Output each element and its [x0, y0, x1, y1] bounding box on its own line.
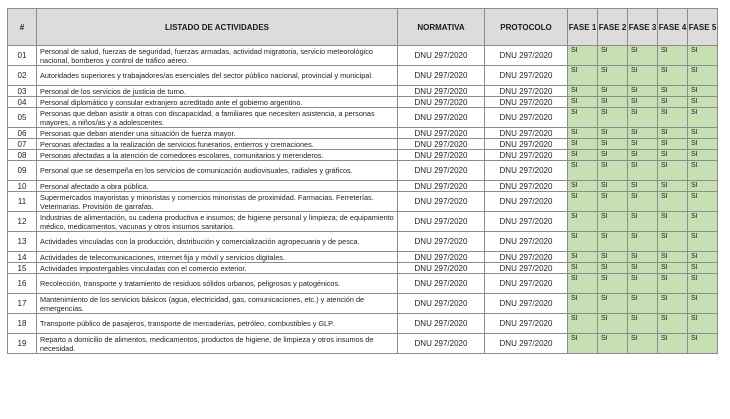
row-number: 17 [8, 294, 37, 314]
fase-5-cell: SI [688, 66, 718, 86]
fase-3-cell: SI [628, 252, 658, 263]
fase-5-cell: SI [688, 263, 718, 274]
protocolo-cell: DNU 297/2020 [485, 263, 568, 274]
normativa-cell: DNU 297/2020 [398, 232, 485, 252]
fase-1-cell: SI [568, 161, 598, 181]
fase-5-cell: SI [688, 97, 718, 108]
fase-3-cell: SI [628, 212, 658, 232]
fase-5-cell: SI [688, 161, 718, 181]
fase-5-cell: SI [688, 86, 718, 97]
fase-3-cell: SI [628, 108, 658, 128]
row-number: 04 [8, 97, 37, 108]
protocolo-cell: DNU 297/2020 [485, 97, 568, 108]
fase-2-cell: SI [598, 86, 628, 97]
fase-2-cell: SI [598, 128, 628, 139]
activity-description: Mantenimiento de los servicios básicos (agua, electricidad, gas, comunicaciones, etc.) y atención de emergencias. [37, 294, 398, 314]
fase-2-cell: SI [598, 161, 628, 181]
normativa-cell: DNU 297/2020 [398, 150, 485, 161]
fase-1-cell: SI [568, 274, 598, 294]
activity-description: Personas afectadas a la atención de comedores escolares, comunitarios y merenderos. [37, 150, 398, 161]
protocolo-cell: DNU 297/2020 [485, 150, 568, 161]
table-row [8, 294, 718, 314]
normativa-cell: DNU 297/2020 [398, 192, 485, 212]
header-protocolo: PROTOCOLO [485, 9, 568, 46]
fase-1-cell: SI [568, 128, 598, 139]
fase-2-cell: SI [598, 252, 628, 263]
normativa-cell: DNU 297/2020 [398, 212, 485, 232]
row-number: 08 [8, 150, 37, 161]
protocolo-cell: DNU 297/2020 [485, 212, 568, 232]
fase-3-cell: SI [628, 314, 658, 334]
row-number: 12 [8, 212, 37, 232]
normativa-cell: DNU 297/2020 [398, 86, 485, 97]
table-row [8, 86, 718, 97]
fase-4-cell: SI [658, 181, 688, 192]
fase-3-cell: SI [628, 263, 658, 274]
table-row [8, 139, 718, 150]
row-number: 09 [8, 161, 37, 181]
fase-2-cell: SI [598, 232, 628, 252]
fase-1-cell: SI [568, 181, 598, 192]
fase-2-cell: SI [598, 212, 628, 232]
normativa-cell: DNU 297/2020 [398, 97, 485, 108]
activity-description: Actividades de telecomunicaciones, internet fija y móvil y servicios digitales. [37, 252, 398, 263]
fase-4-cell: SI [658, 263, 688, 274]
fase-2-cell: SI [598, 334, 628, 354]
table-row [8, 161, 718, 181]
activities-table-container [7, 8, 718, 354]
table-row [8, 192, 718, 212]
row-number: 15 [8, 263, 37, 274]
activity-description: Industrias de alimentación, su cadena productiva e insumos; de higiene personal y limpieza; de equipamiento médico, medicamentos, vacunas y otros insumos sanitarios. [37, 212, 398, 232]
header-normativa: NORMATIVA [398, 9, 485, 46]
fase-1-cell: SI [568, 66, 598, 86]
fase-3-cell: SI [628, 232, 658, 252]
activity-description: Personal que se desempeña en los servicios de comunicación audiovisuales, radiales y gráficos. [37, 161, 398, 181]
fase-5-cell: SI [688, 252, 718, 263]
protocolo-cell: DNU 297/2020 [485, 294, 568, 314]
row-number: 18 [8, 314, 37, 334]
fase-1-cell: SI [568, 294, 598, 314]
table-row [8, 181, 718, 192]
activity-description: Personal de salud, fuerzas de seguridad, fuerzas armadas, actividad migratoria, servicio meteorológico nacional, bomberos y control de tráfico aéreo. [37, 46, 398, 66]
fase-3-cell: SI [628, 128, 658, 139]
fase-2-cell: SI [598, 139, 628, 150]
fase-3-cell: SI [628, 274, 658, 294]
fase-3-cell: SI [628, 334, 658, 354]
row-number: 10 [8, 181, 37, 192]
fase-1-cell: SI [568, 232, 598, 252]
table-row [8, 108, 718, 128]
normativa-cell: DNU 297/2020 [398, 181, 485, 192]
fase-2-cell: SI [598, 66, 628, 86]
fase-1-cell: SI [568, 139, 598, 150]
header-fase-3: FASE 3 [628, 9, 658, 46]
normativa-cell: DNU 297/2020 [398, 46, 485, 66]
header-fase-1: FASE 1 [568, 9, 598, 46]
fase-1-cell: SI [568, 108, 598, 128]
fase-4-cell: SI [658, 66, 688, 86]
fase-2-cell: SI [598, 97, 628, 108]
table-row [8, 128, 718, 139]
table-row [8, 232, 718, 252]
protocolo-cell: DNU 297/2020 [485, 86, 568, 97]
activity-description: Personas que deban atender una situación de fuerza mayor. [37, 128, 398, 139]
fase-5-cell: SI [688, 294, 718, 314]
protocolo-cell: DNU 297/2020 [485, 314, 568, 334]
activity-description: Personal de los servicios de justicia de turno. [37, 86, 398, 97]
normativa-cell: DNU 297/2020 [398, 294, 485, 314]
fase-4-cell: SI [658, 212, 688, 232]
fase-1-cell: SI [568, 252, 598, 263]
protocolo-cell: DNU 297/2020 [485, 192, 568, 212]
fase-3-cell: SI [628, 46, 658, 66]
fase-5-cell: SI [688, 46, 718, 66]
row-number: 02 [8, 66, 37, 86]
fase-1-cell: SI [568, 86, 598, 97]
row-number: 01 [8, 46, 37, 66]
fase-3-cell: SI [628, 97, 658, 108]
fase-4-cell: SI [658, 334, 688, 354]
fase-2-cell: SI [598, 181, 628, 192]
fase-2-cell: SI [598, 150, 628, 161]
fase-4-cell: SI [658, 97, 688, 108]
activity-description: Recolección, transporte y tratamiento de residuos sólidos urbanos, peligrosos y patogénicos. [37, 274, 398, 294]
fase-1-cell: SI [568, 314, 598, 334]
fase-5-cell: SI [688, 274, 718, 294]
fase-3-cell: SI [628, 161, 658, 181]
row-number: 03 [8, 86, 37, 97]
protocolo-cell: DNU 297/2020 [485, 128, 568, 139]
activity-description: Reparto a domicilio de alimentos, medicamentos, productos de higiene, de limpieza y otros insumos de necesidad. [37, 334, 398, 354]
fase-5-cell: SI [688, 232, 718, 252]
row-number: 16 [8, 274, 37, 294]
header-number: # [8, 9, 37, 46]
normativa-cell: DNU 297/2020 [398, 161, 485, 181]
fase-1-cell: SI [568, 97, 598, 108]
fase-4-cell: SI [658, 161, 688, 181]
activity-description: Personal afectado a obra pública. [37, 181, 398, 192]
table-row [8, 150, 718, 161]
fase-2-cell: SI [598, 314, 628, 334]
fase-4-cell: SI [658, 108, 688, 128]
fase-3-cell: SI [628, 294, 658, 314]
fase-1-cell: SI [568, 46, 598, 66]
fase-4-cell: SI [658, 232, 688, 252]
table-row [8, 334, 718, 354]
fase-5-cell: SI [688, 314, 718, 334]
fase-3-cell: SI [628, 192, 658, 212]
table-row [8, 263, 718, 274]
row-number: 13 [8, 232, 37, 252]
fase-3-cell: SI [628, 66, 658, 86]
fase-5-cell: SI [688, 139, 718, 150]
fase-4-cell: SI [658, 128, 688, 139]
fase-5-cell: SI [688, 334, 718, 354]
fase-5-cell: SI [688, 181, 718, 192]
activity-description: Personas afectadas a la realización de servicios funerarios, entierros y cremaciones. [37, 139, 398, 150]
fase-5-cell: SI [688, 212, 718, 232]
protocolo-cell: DNU 297/2020 [485, 108, 568, 128]
activity-description: Autoridades superiores y trabajadores/as esenciales del sector público nacional, provincial y municipal. [37, 66, 398, 86]
row-number: 11 [8, 192, 37, 212]
table-row [8, 46, 718, 66]
fase-5-cell: SI [688, 108, 718, 128]
fase-5-cell: SI [688, 128, 718, 139]
fase-1-cell: SI [568, 212, 598, 232]
row-number: 14 [8, 252, 37, 263]
fase-4-cell: SI [658, 86, 688, 97]
protocolo-cell: DNU 297/2020 [485, 181, 568, 192]
fase-4-cell: SI [658, 192, 688, 212]
header-fase-2: FASE 2 [598, 9, 628, 46]
fase-4-cell: SI [658, 46, 688, 66]
table-row [8, 252, 718, 263]
normativa-cell: DNU 297/2020 [398, 139, 485, 150]
fase-5-cell: SI [688, 150, 718, 161]
fase-4-cell: SI [658, 314, 688, 334]
fase-3-cell: SI [628, 139, 658, 150]
row-number: 07 [8, 139, 37, 150]
fase-3-cell: SI [628, 150, 658, 161]
table-row [8, 274, 718, 294]
protocolo-cell: DNU 297/2020 [485, 232, 568, 252]
fase-1-cell: SI [568, 263, 598, 274]
normativa-cell: DNU 297/2020 [398, 334, 485, 354]
protocolo-cell: DNU 297/2020 [485, 274, 568, 294]
normativa-cell: DNU 297/2020 [398, 263, 485, 274]
fase-2-cell: SI [598, 263, 628, 274]
activity-description: Transporte público de pasajeros, transporte de mercaderías, petróleo, combustibles y GLP. [37, 314, 398, 334]
protocolo-cell: DNU 297/2020 [485, 139, 568, 150]
table-row [8, 97, 718, 108]
header-row [8, 9, 718, 46]
fase-2-cell: SI [598, 46, 628, 66]
fase-5-cell: SI [688, 192, 718, 212]
protocolo-cell: DNU 297/2020 [485, 46, 568, 66]
normativa-cell: DNU 297/2020 [398, 66, 485, 86]
fase-4-cell: SI [658, 139, 688, 150]
row-number: 06 [8, 128, 37, 139]
row-number: 19 [8, 334, 37, 354]
activity-description: Actividades impostergables vinculadas con el comercio exterior. [37, 263, 398, 274]
fase-4-cell: SI [658, 294, 688, 314]
fase-2-cell: SI [598, 274, 628, 294]
activity-description: Actividades vinculadas con la producción, distribución y comercialización agropecuaria y de pesca. [37, 232, 398, 252]
normativa-cell: DNU 297/2020 [398, 314, 485, 334]
table-row [8, 66, 718, 86]
table-row [8, 314, 718, 334]
fase-2-cell: SI [598, 108, 628, 128]
header-fase-5: FASE 5 [688, 9, 718, 46]
table-row [8, 212, 718, 232]
fase-2-cell: SI [598, 192, 628, 212]
activity-description: Personal diplomático y consular extranjero acreditado ante el gobierno argentino. [37, 97, 398, 108]
fase-3-cell: SI [628, 181, 658, 192]
fase-1-cell: SI [568, 150, 598, 161]
activity-description: Personas que deban asistir a otras con discapacidad, a familiares que necesiten asistencia, a personas mayores, a niños/as y a adolescentes. [37, 108, 398, 128]
fase-4-cell: SI [658, 252, 688, 263]
normativa-cell: DNU 297/2020 [398, 274, 485, 294]
normativa-cell: DNU 297/2020 [398, 252, 485, 263]
fase-3-cell: SI [628, 86, 658, 97]
fase-1-cell: SI [568, 192, 598, 212]
protocolo-cell: DNU 297/2020 [485, 161, 568, 181]
fase-2-cell: SI [598, 294, 628, 314]
fase-4-cell: SI [658, 274, 688, 294]
fase-1-cell: SI [568, 334, 598, 354]
fase-4-cell: SI [658, 150, 688, 161]
header-activity: LISTADO DE ACTIVIDADES [37, 9, 398, 46]
activities-table [7, 8, 718, 354]
protocolo-cell: DNU 297/2020 [485, 66, 568, 86]
row-number: 05 [8, 108, 37, 128]
header-fase-4: FASE 4 [658, 9, 688, 46]
protocolo-cell: DNU 297/2020 [485, 252, 568, 263]
normativa-cell: DNU 297/2020 [398, 108, 485, 128]
protocolo-cell: DNU 297/2020 [485, 334, 568, 354]
normativa-cell: DNU 297/2020 [398, 128, 485, 139]
activity-description: Supermercados mayoristas y minoristas y comercios minoristas de proximidad. Farmacias. Ferreterías. Veterinarias. Provisión de garrafas. [37, 192, 398, 212]
